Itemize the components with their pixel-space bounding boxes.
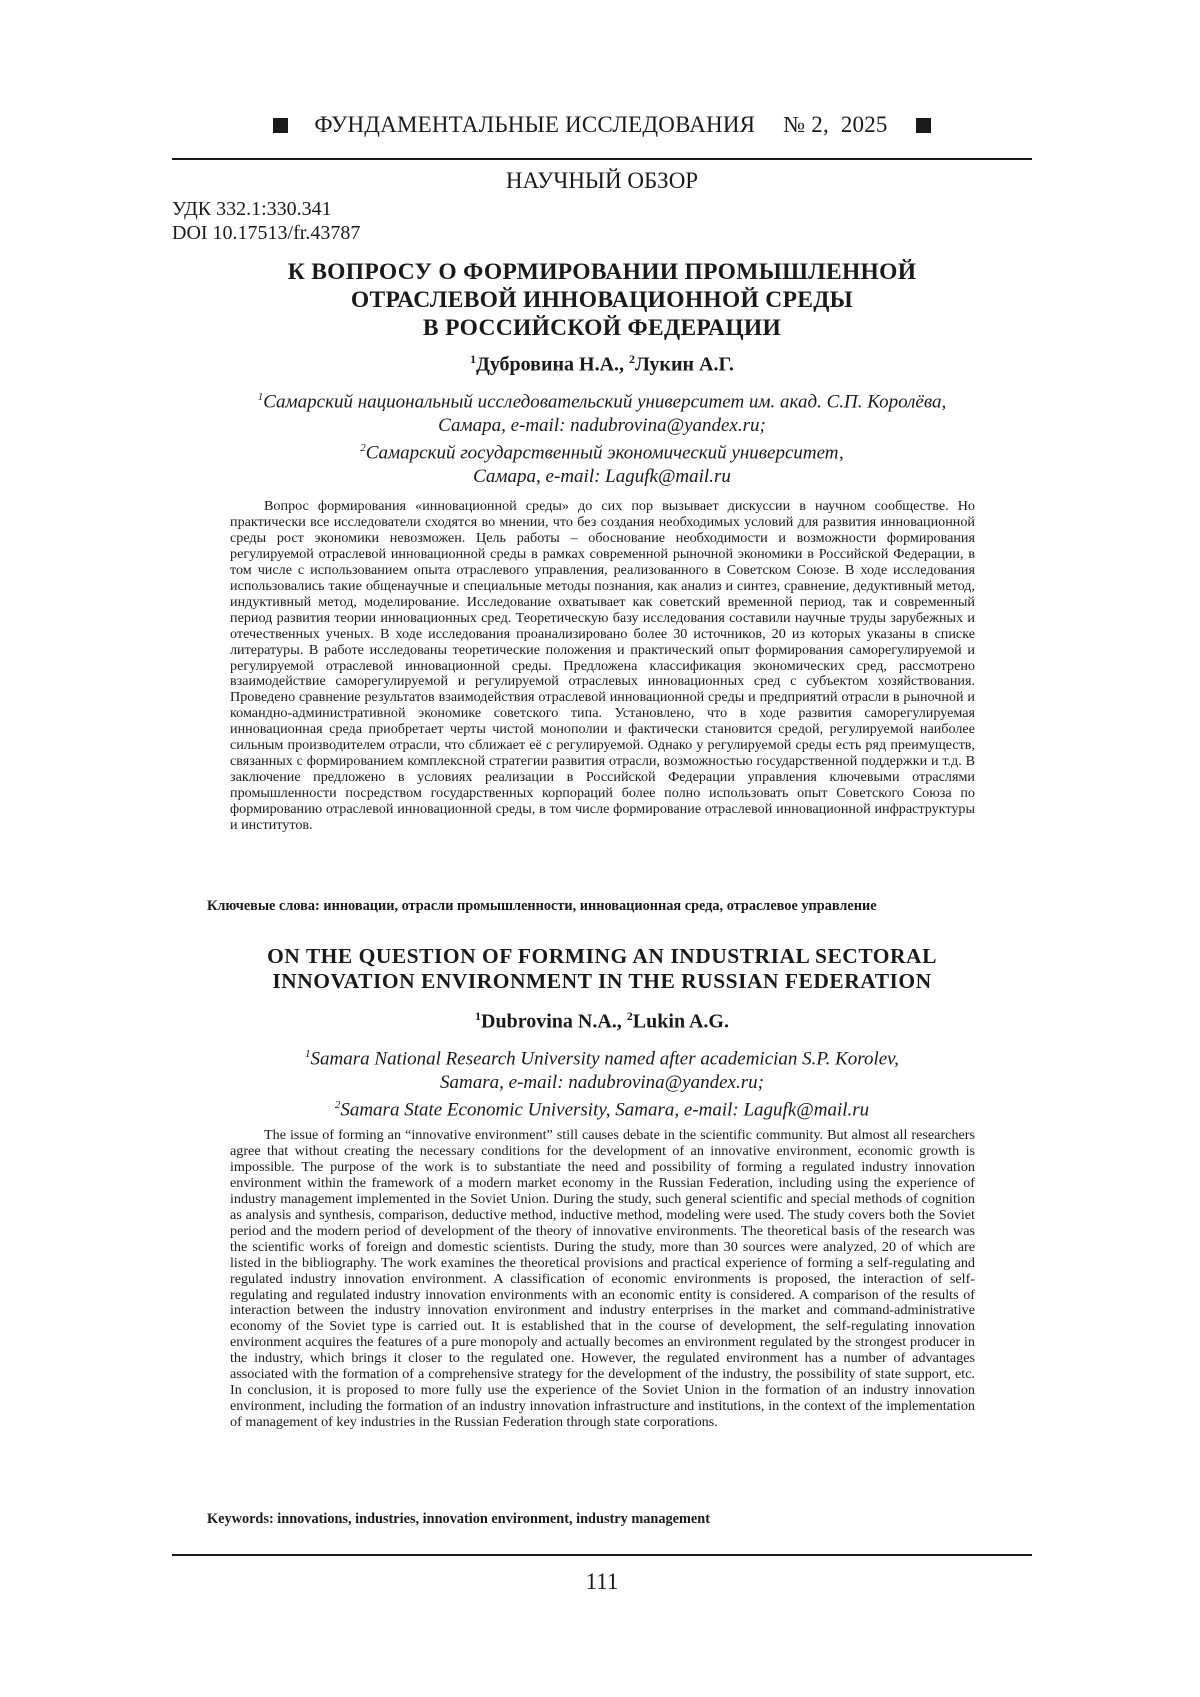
running-header — [172, 112, 1032, 138]
identifiers — [172, 197, 360, 245]
author-sup: 2 — [629, 352, 636, 366]
affiliation-sup: 2 — [334, 1099, 341, 1112]
affiliations-ru — [172, 386, 1032, 489]
author-sup: 1 — [475, 1009, 482, 1023]
author-name: Dubrovina N.A., — [481, 1010, 627, 1033]
keywords-en: Keywords: innovations, industries, innovation environment, industry management — [207, 1511, 710, 1527]
affiliation-text: Самарский государственный экономический университет, — [365, 442, 844, 464]
affiliations-en — [172, 1043, 1032, 1122]
author-sup: 2 — [626, 1009, 633, 1023]
keywords-ru: Ключевые слова: инновации, отрасли промышленности, инновационная среда, отраслевое управление — [207, 898, 877, 914]
affiliation-text: Samara National Research University named after academician S.P. Korolev, — [310, 1048, 899, 1070]
udk-code: УДК 332.1:330.341 — [172, 198, 332, 220]
affiliation-line: Самара, e-mail: Lagufk@mail.ru — [473, 466, 731, 488]
title-en-line: ON THE QUESTION OF FORMING AN INDUSTRIAL SECTORAL — [267, 944, 937, 968]
affiliation-line: Самара, e-mail: nadubrovina@yandex.ru; — [438, 414, 766, 436]
footer-rule — [172, 1554, 1032, 1556]
author-name: Лукин А.Г. — [635, 353, 734, 376]
title-ru-line: К ВОПРОСУ О ФОРМИРОВАНИИ ПРОМЫШЛЕННОЙ — [287, 259, 917, 285]
affiliation-sup: 1 — [305, 1048, 311, 1060]
header-square-left-icon — [273, 118, 288, 133]
doi: DOI 10.17513/fr.43787 — [172, 222, 361, 244]
section-label: НАУЧНЫЙ ОБЗОР — [505, 168, 699, 193]
journal-name: ФУНДАМЕНТАЛЬНЫЕ ИССЛЕДОВАНИЯ — [314, 112, 756, 137]
affiliation-line: Samara, e-mail: nadubrovina@yandex.ru; — [440, 1071, 764, 1093]
authors-en — [172, 1009, 1032, 1034]
affiliation-line — [172, 1094, 1032, 1122]
abstract-ru: Вопрос формирования «инновационной среды» до сих пор вызывает дискуссии в научном сообществе. Но практически все исследователи сходятся во мнении, что без создания необходимых условий для развития инновационной среды рост экономики невозможен. Цель работы – обоснование необходимости и возможности формирования регулируемой отраслевой инновационной среды в рамках современной рыночной экономики в Российской Федерации, в том числе с использованием опыта отраслевого управления, реализованного в Советском Союзе. В ходе исследования использовались такие общенаучные и специальные методы познания, как анализ и синтез, сравнение, дедуктивный метод, индуктивный метод, моделирование. Исследование охватывает как советский временной период, так и современный период развития теории инновационных сред. Теоретическую базу исследования составили научные труды зарубежных и отечественных ученых. В ходе исследования проанализировано более 30 источников, 20 из которых указаны в списке литературы. В работе исследованы теоретические положения и практический опыт формирования саморегулируемой и регулируемой отраслевой инновационной среды. Предложена классификация экономических сред, рассмотрено взаимодействие саморегулируемой и регулируемой отраслевых инновационных сред с субъектом хозяйствования. Проведено сравнение результатов взаимодействия отраслевой инновационной среды и предприятий отрасли в рыночной и командно-административной экономике советского типа. Установлено, что в ходе развития саморегулируемая инновационная среда приобретает черты чистой монополии и фактически становится средой, регулируемой наиболее сильным производителем отрасли, что сближает её с регулируемой. Однако у регулируемой среды есть ряд преимуществ, связанных с формированием комплексной стратегии развития отрасли, возможностью государственной поддержки и т.д. В заключение предложено в условиях реализации в Российской Федерации управления ключевыми отраслями промышленности посредством государственных корпораций более полно использовать опыт Советского Союза по формированию отраслевой инновационной среды, в том числе формирование отраслевой инновационной инфраструктуры и институтов. — [230, 498, 975, 834]
affiliation-line — [172, 386, 1032, 414]
header-rule — [172, 158, 1032, 160]
affiliation-sup: 2 — [360, 442, 366, 455]
title-en-line: INNOVATION ENVIRONMENT IN THE RUSSIAN FEDERATION — [272, 969, 932, 993]
header-square-right-icon — [916, 118, 931, 133]
affiliation-sup: 1 — [257, 391, 264, 403]
authors-ru — [172, 352, 1032, 377]
article-title-en — [200, 944, 1004, 994]
issue-number: № 2, 2025 — [783, 112, 888, 137]
abstract-en: The issue of forming an “innovative environment” still causes debate in the scientific community. But almost all researchers agree that without creating the necessary conditions for the development of an innovative environment, economic growth is impossible. The purpose of the work is to substantiate the need and possibility of forming a regulated industry innovation environment within the framework of a modern market economy in the Russian Federation, including using the experience of industry management implemented in the Soviet Union. During the study, such general scientific and special methods of cognition as analysis and synthesis, comparison, deductive method, inductive method, modeling were used. The study covers both the Soviet period and the modern period of development of the theory of innovative environments. The theoretical basis of the research was the scientific works of foreign and domestic scientists. During the study, more than 30 sources were analyzed, 20 of which are listed in the bibliography. The work examines the theoretical provisions and practical experience of forming a self-regulating and regulated industry innovation environment. A classification of economic environments is proposed, the interaction of self-regulating and regulated industry innovation environments with an economic entity is considered. A comparison of the results of interaction between the industry innovation environment and industry enterprises in the market and command-administrative economy of the Soviet type is carried out. It is established that in the course of development, the self-regulating innovation environment acquires the features of a pure monopoly and actually becomes an environment regulated by the strongest producer in the industry, which brings it closer to the regulated one. However, the regulated environment has a number of advantages associated with the formation of a comprehensive strategy for the development of the industry, the possibility of state support, etc. In conclusion, it is proposed to more fully use the experience of the Soviet Union in the formation of an industry innovation environment, including the formation of an industry innovation infrastructure and institutions, in the context of the implementation of management of key industries in the Russian Federation through state corporations. — [230, 1127, 975, 1431]
author-name: Lukin A.G. — [632, 1010, 729, 1033]
affiliation-line — [172, 437, 1032, 465]
affiliation-text: Самарский национальный исследовательский университет им. акад. С.П. Королёва, — [263, 391, 947, 413]
title-ru-line: ОТРАСЛЕВОЙ ИННОВАЦИОННОЙ СРЕДЫ — [350, 287, 854, 313]
author-name: Дубровина Н.А., — [476, 353, 630, 376]
title-ru-line: В РОССИЙСКОЙ ФЕДЕРАЦИИ — [422, 315, 782, 341]
affiliation-text: Samara State Economic University, Samara, e-mail: Lagufk@mail.ru — [340, 1099, 870, 1121]
affiliation-line — [172, 1043, 1032, 1071]
page-number: 111 — [585, 1569, 619, 1594]
article-title-ru — [200, 258, 1004, 342]
author-sup: 1 — [470, 352, 477, 366]
